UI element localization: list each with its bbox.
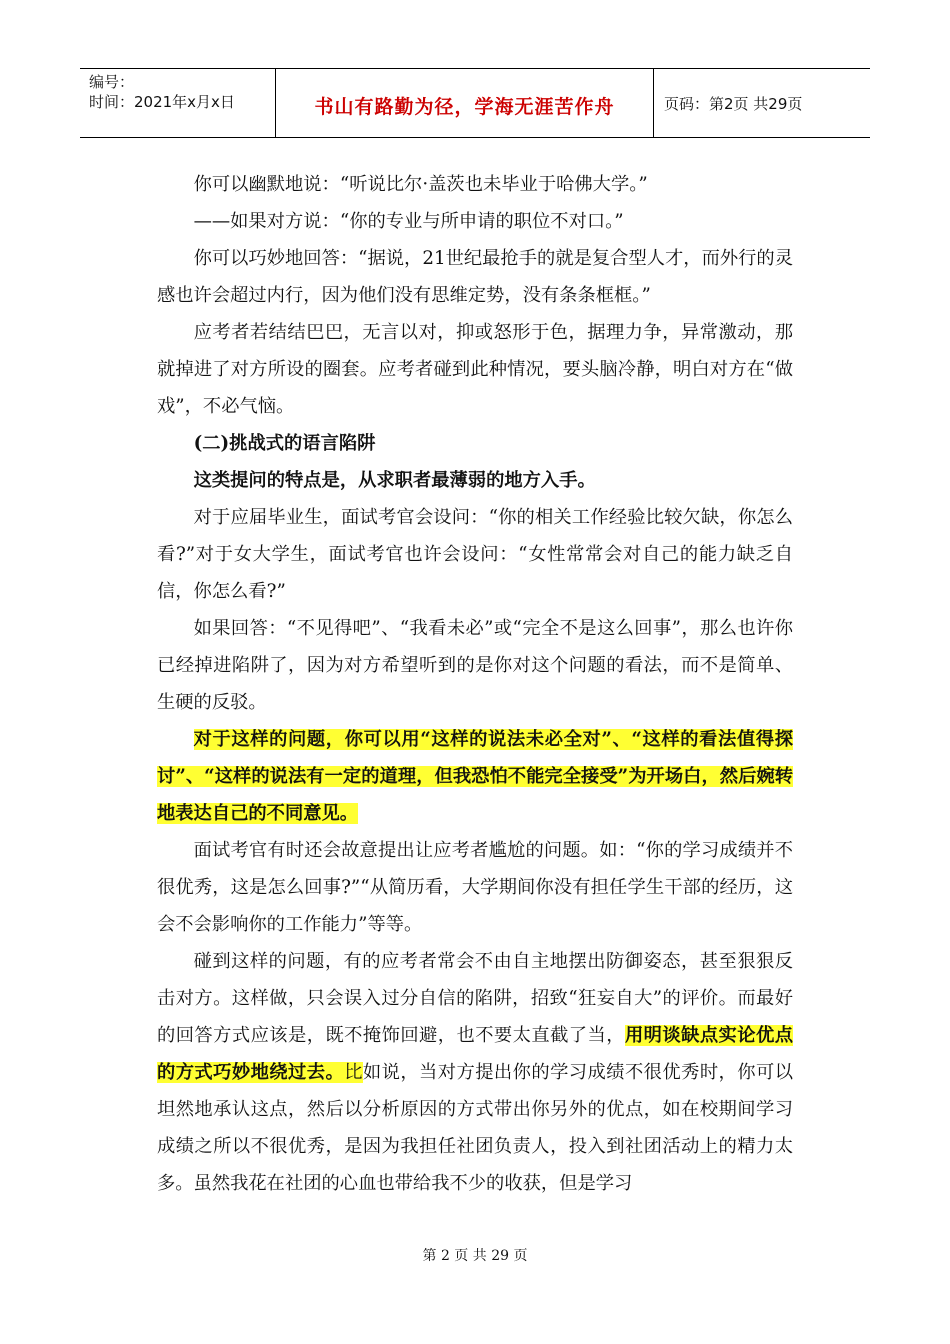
text-run: 如说，当对方提出你的学习成绩不很优秀时，你可以坦然地承认这点，然后以分析原因的方式带出你另外的优点，如在校期间学习成绩之所以不很优秀，是因为我担任社团负责人，投入到社团活动上的精力太多。虽然我花在社团的心血也带给我不少的收获，但是学习 <box>157 1062 793 1194</box>
paragraph: 你可以巧妙地回答：“据说，21世纪最抢手的就是复合型人才，而外行的灵感也许会超过内行，因为他们没有思维定势，没有条条框框。” <box>157 248 793 306</box>
highlighted-paragraph <box>157 721 793 832</box>
highlight-text: 对于这样的问题，你可以用“这样的说法未必全对”、“这样的看法值得探讨”、“这样的说法有一定的道理，但我恐怕不能完全接受”为开场白，然后婉转地表达自己的不同意见。 <box>157 729 793 824</box>
header-motto: 书山有路勤为径，学海无涯苦作舟 <box>276 69 654 137</box>
document-body <box>157 166 793 1202</box>
paragraph: 对于应届毕业生，面试考官会设问：“你的相关工作经验比较欠缺，你怎么看?”对于女大学生，面试考官也许会设问：“女性常常会对自己的能力缺乏自信，你怎么看?” <box>157 507 793 602</box>
paragraph: 你可以幽默地说：“听说比尔·盖茨也未毕业于哈佛大学。” <box>193 174 648 195</box>
date-label: 时间：2021年x月x日 <box>89 93 235 111</box>
paragraph: ——如果对方说：“你的专业与所申请的职位不对口。” <box>193 211 624 232</box>
paragraph: 如果回答：“不见得吧”、“我看未必”或“完全不是这么回事”，那么也许你已经掉进陷阱了，因为对方希望听到的是你对这个问题的看法，而不是简单、生硬的反驳。 <box>157 618 793 713</box>
serial-label: 编号： <box>89 73 135 91</box>
paragraph: 应考者若结结巴巴，无言以对，抑或怒形于色，据理力争，异常激动，那就掉进了对方所设的圈套。应考者碰到此种情况，要头脑冷静，明白对方在“做戏”，不必气恼。 <box>157 322 793 417</box>
header-meta <box>80 69 276 137</box>
page-header <box>80 68 870 138</box>
highlight-text: 用明谈缺点实论优点的方式巧妙地绕过去。 <box>157 1025 793 1083</box>
paragraph <box>157 943 793 1202</box>
header-page-number: 页码：第2页 共29页 <box>664 94 803 113</box>
text-run: 碰到这样的问题，有的应考者常会不由自主地摆出防御姿态，甚至狠狠反击对方。这样做，只会误入过分自信的陷阱，招致“狂妄自大”的评价。而最好的回答方式应该是，既不掩饰回避，也不要太直截了当， <box>157 951 793 1046</box>
paragraph-bold: 这类提问的特点是，从求职者最薄弱的地方入手。 <box>193 470 596 491</box>
paragraph: 面试考官有时还会故意提出让应考者尴尬的问题。如：“你的学习成绩并不很优秀，这是怎么回事?”“从简历看，大学期间你没有担任学生干部的经历，这会不会影响你的工作能力”等等。 <box>157 840 793 935</box>
highlight-text: 比 <box>344 1062 363 1083</box>
page-footer: 第 2 页 共 29 页 <box>422 1248 528 1264</box>
section-heading: (二)挑战式的语言陷阱 <box>193 433 376 454</box>
